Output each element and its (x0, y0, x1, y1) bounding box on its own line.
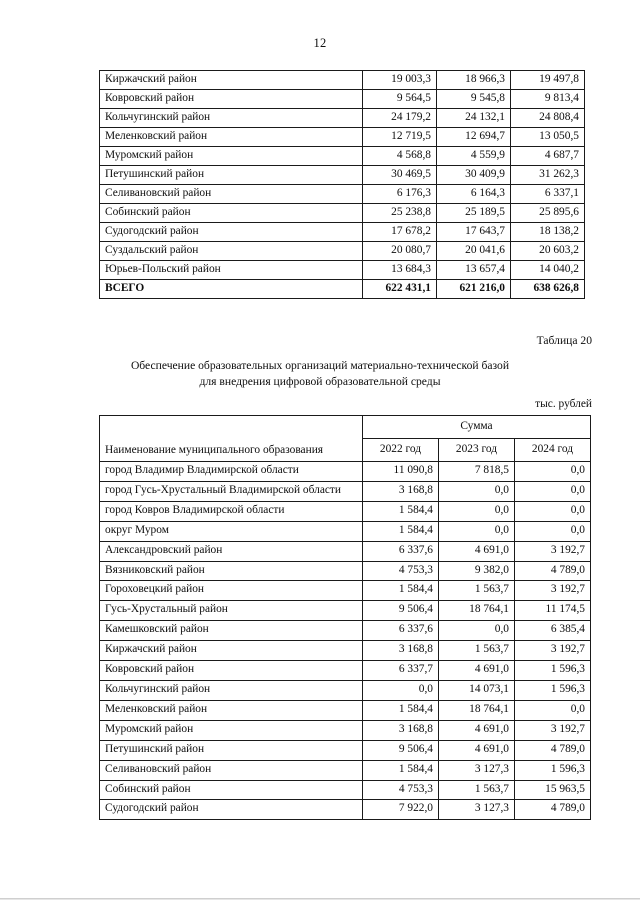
total-value-2022: 622 431,1 (363, 280, 437, 299)
row-value-2022: 3 168,8 (363, 481, 439, 501)
row-name: Гусь-Хрустальный район (100, 601, 363, 621)
table-row (100, 740, 591, 760)
row-value-2023: 1 563,7 (439, 780, 515, 800)
row-value-2023: 18 764,1 (439, 700, 515, 720)
row-value-2024: 3 192,7 (515, 581, 591, 601)
row-name: Селивановский район (100, 760, 363, 780)
row-value-2023: 3 127,3 (439, 760, 515, 780)
row-value-2022: 1 584,4 (363, 700, 439, 720)
table-row (100, 800, 591, 820)
row-value-2022: 4 753,3 (363, 780, 439, 800)
row-value-2022: 3 168,8 (363, 720, 439, 740)
row-value-2023: 0,0 (439, 481, 515, 501)
row-value-2022: 9 506,4 (363, 601, 439, 621)
row-name: Судогодский район (100, 223, 363, 242)
row-name: Меленковский район (100, 128, 363, 147)
row-value-2022: 7 922,0 (363, 800, 439, 820)
table-title (70, 358, 570, 391)
table-row (100, 541, 591, 561)
scan-artifact-line-secondary (0, 899, 640, 900)
row-value-2024: 4 789,0 (515, 800, 591, 820)
row-name: Ковровский район (100, 90, 363, 109)
row-value-2024: 13 050,5 (511, 128, 585, 147)
row-name: Киржачский район (100, 641, 363, 661)
table-row (100, 204, 585, 223)
row-value-2023: 3 127,3 (439, 800, 515, 820)
row-value-2022: 4 753,3 (363, 561, 439, 581)
row-value-2022: 25 238,8 (363, 204, 437, 223)
row-value-2024: 3 192,7 (515, 541, 591, 561)
row-name: Собинский район (100, 204, 363, 223)
page-number: 12 (313, 36, 327, 50)
row-name: город Гусь-Хрустальный Владимирской области (100, 481, 363, 501)
table-row (100, 90, 585, 109)
row-value-2023: 24 132,1 (437, 109, 511, 128)
table-row (100, 621, 591, 641)
row-value-2023: 18 966,3 (437, 71, 511, 90)
table-row (100, 242, 585, 261)
row-value-2023: 0,0 (439, 521, 515, 541)
row-value-2022: 11 090,8 (363, 462, 439, 482)
table-title-line-2: для внедрения цифровой образовательной среды (199, 375, 441, 389)
row-value-2024: 15 963,5 (515, 780, 591, 800)
row-value-2023: 6 164,3 (437, 185, 511, 204)
row-value-2023: 17 643,7 (437, 223, 511, 242)
row-value-2023: 7 818,5 (439, 462, 515, 482)
row-value-2022: 3 168,8 (363, 641, 439, 661)
table-row (100, 185, 585, 204)
table-row (100, 462, 591, 482)
row-value-2022: 0,0 (363, 680, 439, 700)
table-number-label: Таблица 20 (536, 334, 592, 347)
header-year-2024: 2024 год (515, 439, 591, 462)
row-value-2023: 25 189,5 (437, 204, 511, 223)
row-value-2024: 0,0 (515, 501, 591, 521)
row-value-2023: 9 382,0 (439, 561, 515, 581)
row-value-2024: 6 337,1 (511, 185, 585, 204)
row-value-2024: 4 687,7 (511, 147, 585, 166)
row-value-2024: 18 138,2 (511, 223, 585, 242)
table-20-head (100, 416, 591, 462)
row-value-2022: 6 176,3 (363, 185, 437, 204)
row-name: Киржачский район (100, 71, 363, 90)
row-name: Муромский район (100, 147, 363, 166)
table-row (100, 166, 585, 185)
table-row (100, 561, 591, 581)
table-row (100, 780, 591, 800)
row-name: Петушинский район (100, 166, 363, 185)
row-value-2024: 19 497,8 (511, 71, 585, 90)
table-row (100, 700, 591, 720)
row-value-2022: 13 684,3 (363, 261, 437, 280)
table-row (100, 481, 591, 501)
row-value-2022: 6 337,7 (363, 661, 439, 681)
row-name: Муромский район (100, 720, 363, 740)
row-name: Кольчугинский район (100, 680, 363, 700)
table-row (100, 680, 591, 700)
table-20-body (100, 462, 591, 820)
row-value-2023: 0,0 (439, 501, 515, 521)
table-row (100, 223, 585, 242)
row-name: Ковровский район (100, 661, 363, 681)
row-value-2022: 17 678,2 (363, 223, 437, 242)
row-value-2022: 1 584,4 (363, 501, 439, 521)
row-name: Кольчугинский район (100, 109, 363, 128)
table-row (100, 601, 591, 621)
row-value-2024: 9 813,4 (511, 90, 585, 109)
table-continued (99, 70, 585, 299)
row-name: Селивановский район (100, 185, 363, 204)
row-value-2024: 20 603,2 (511, 242, 585, 261)
row-value-2022: 4 568,8 (363, 147, 437, 166)
units-label: тыс. рублей (535, 398, 592, 410)
row-value-2023: 1 563,7 (439, 581, 515, 601)
row-value-2023: 9 545,8 (437, 90, 511, 109)
table-row (100, 261, 585, 280)
table-row (100, 760, 591, 780)
row-value-2024: 3 192,7 (515, 720, 591, 740)
table-row (100, 501, 591, 521)
row-name: Александровский район (100, 541, 363, 561)
row-value-2024: 6 385,4 (515, 621, 591, 641)
table-row (100, 71, 585, 90)
row-name: Суздальский район (100, 242, 363, 261)
row-value-2024: 11 174,5 (515, 601, 591, 621)
table-row (100, 128, 585, 147)
row-value-2023: 0,0 (439, 621, 515, 641)
row-name: Юрьев-Польский район (100, 261, 363, 280)
row-value-2022: 20 080,7 (363, 242, 437, 261)
row-value-2024: 1 596,3 (515, 680, 591, 700)
row-value-2023: 4 691,0 (439, 541, 515, 561)
row-value-2023: 4 691,0 (439, 661, 515, 681)
table-20 (99, 415, 591, 820)
header-municipality-name: Наименование муниципального образования (100, 416, 363, 462)
row-value-2024: 0,0 (515, 462, 591, 482)
table-row (100, 147, 585, 166)
row-value-2024: 1 596,3 (515, 760, 591, 780)
row-value-2022: 12 719,5 (363, 128, 437, 147)
row-value-2024: 4 789,0 (515, 561, 591, 581)
row-value-2024: 31 262,3 (511, 166, 585, 185)
row-value-2022: 9 564,5 (363, 90, 437, 109)
row-value-2023: 20 041,6 (437, 242, 511, 261)
row-name: Вязниковский район (100, 561, 363, 581)
row-value-2024: 1 596,3 (515, 661, 591, 681)
row-value-2024: 0,0 (515, 521, 591, 541)
row-name: Петушинский район (100, 740, 363, 760)
row-value-2022: 30 469,5 (363, 166, 437, 185)
row-value-2024: 3 192,7 (515, 641, 591, 661)
total-label: ВСЕГО (100, 280, 363, 299)
row-value-2023: 12 694,7 (437, 128, 511, 147)
row-name: город Ковров Владимирской области (100, 501, 363, 521)
table-title-line-1: Обеспечение образовательных организаций материально-технической базой (130, 359, 510, 372)
row-value-2024: 24 808,4 (511, 109, 585, 128)
total-value-2024: 638 626,8 (511, 280, 585, 299)
table-row (100, 581, 591, 601)
row-value-2022: 24 179,2 (363, 109, 437, 128)
row-value-2022: 9 506,4 (363, 740, 439, 760)
table-row (100, 661, 591, 681)
table-header-row-1 (100, 416, 591, 439)
row-value-2023: 4 559,9 (437, 147, 511, 166)
row-name: Собинский район (100, 780, 363, 800)
row-value-2023: 14 073,1 (439, 680, 515, 700)
row-name: город Владимир Владимирской области (100, 462, 363, 482)
row-name: Судогодский район (100, 800, 363, 820)
table-continued-body (100, 71, 585, 299)
table-20-wrapper (99, 415, 591, 820)
row-name: Камешковский район (100, 621, 363, 641)
row-value-2023: 18 764,1 (439, 601, 515, 621)
table-total-row (100, 280, 585, 299)
row-value-2022: 19 003,3 (363, 71, 437, 90)
row-value-2024: 4 789,0 (515, 740, 591, 760)
row-value-2023: 1 563,7 (439, 641, 515, 661)
header-sum-group: Сумма (363, 416, 591, 439)
row-value-2022: 1 584,4 (363, 581, 439, 601)
row-value-2024: 25 895,6 (511, 204, 585, 223)
row-value-2022: 6 337,6 (363, 621, 439, 641)
table-continued-wrapper (99, 70, 579, 299)
table-row (100, 109, 585, 128)
row-value-2024: 0,0 (515, 481, 591, 501)
table-row (100, 521, 591, 541)
row-value-2023: 4 691,0 (439, 740, 515, 760)
row-value-2023: 4 691,0 (439, 720, 515, 740)
row-value-2022: 1 584,4 (363, 760, 439, 780)
row-name: Меленковский район (100, 700, 363, 720)
row-value-2022: 1 584,4 (363, 521, 439, 541)
row-value-2023: 30 409,9 (437, 166, 511, 185)
row-value-2024: 0,0 (515, 700, 591, 720)
total-value-2023: 621 216,0 (437, 280, 511, 299)
table-row (100, 720, 591, 740)
header-year-2022: 2022 год (363, 439, 439, 462)
table-row (100, 641, 591, 661)
row-value-2022: 6 337,6 (363, 541, 439, 561)
row-name: Гороховецкий район (100, 581, 363, 601)
row-value-2023: 13 657,4 (437, 261, 511, 280)
header-year-2023: 2023 год (439, 439, 515, 462)
row-value-2024: 14 040,2 (511, 261, 585, 280)
row-name: округ Муром (100, 521, 363, 541)
